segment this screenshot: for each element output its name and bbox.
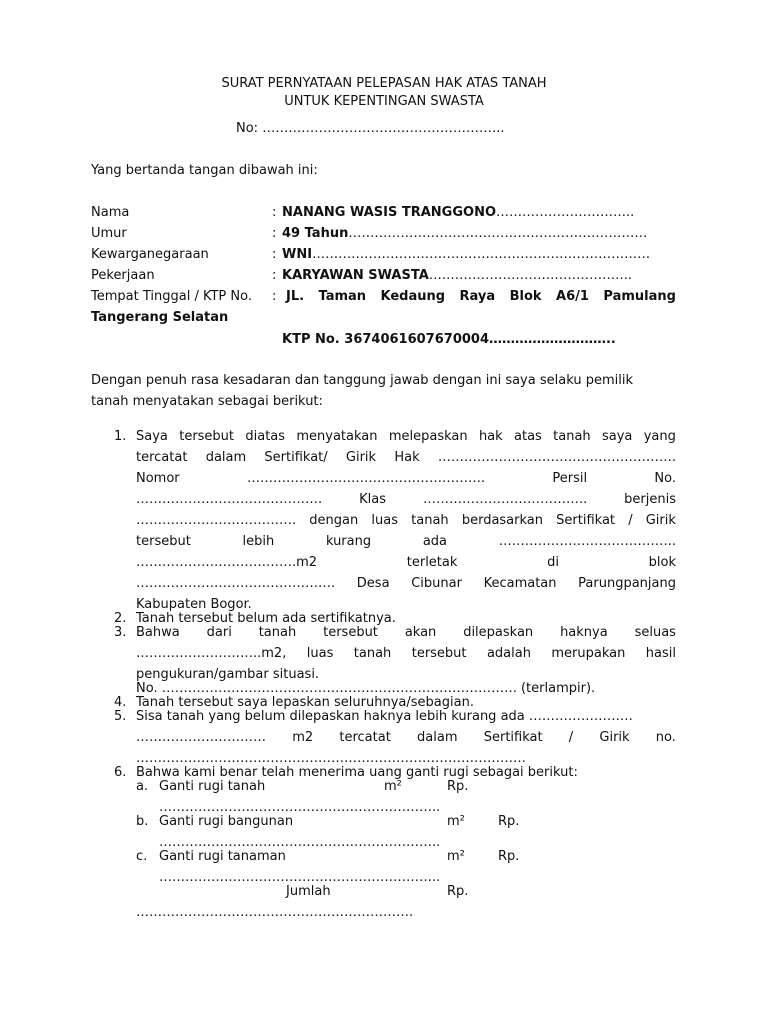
label-nama: Nama bbox=[91, 205, 130, 220]
document-title: SURAT PERNYATAAN PELEPASAN HAK ATAS TANAH bbox=[221, 76, 547, 91]
item6b-unit: m² bbox=[447, 814, 465, 829]
document-number: No: ……………………………………………….. bbox=[236, 121, 505, 136]
item5-line3: ……………………………………………………………………………… bbox=[136, 751, 526, 766]
item6c-label: Ganti rugi tanaman bbox=[159, 849, 286, 864]
item3-line3: pengukuran/gambar situasi. bbox=[136, 667, 320, 682]
item4-number: 4. bbox=[114, 695, 127, 710]
item6-text: Bahwa kami benar telah menerima uang ganti rugi sebagai berikut: bbox=[136, 765, 578, 780]
colon-tempat-tinggal: : bbox=[272, 289, 277, 304]
statement-line1: Dengan penuh rasa kesadaran dan tanggung jawab dengan ini saya selaku pemilik bbox=[91, 373, 633, 388]
value-nama: NANANG WASIS TRANGGONO………………………….. bbox=[282, 205, 635, 220]
item6a-dots: ……………………………………………………….. bbox=[159, 800, 441, 815]
item1-line5: ………………………………. dengan luas tanah berdasarkan Sertifikat / Girik bbox=[136, 513, 676, 528]
item1-line4: ……………………………………. Klas ……………………………….. berjenis bbox=[136, 492, 676, 507]
colon-umur: : bbox=[272, 226, 277, 241]
value-pekerjaan: KARYAWAN SWASTA……………………………………….. bbox=[282, 268, 633, 283]
value-ktp: KTP No. 3674061607670004……………………….. bbox=[282, 332, 616, 347]
item3-line1: Bahwa dari tanah tersebut akan dilepaskan haknya seluas bbox=[136, 625, 676, 640]
item1-line2: tercatat dalam Sertifikat/ Girik Hak ………………………………………………. bbox=[136, 450, 676, 465]
item1-line7: ……………………………….m2 terletak di blok bbox=[136, 555, 676, 570]
item6a-label: Ganti rugi tanah bbox=[159, 779, 266, 794]
item3-line2: ………………………..m2, luas tanah tersebut adalah merupakan hasil bbox=[136, 646, 676, 661]
document-subtitle: UNTUK KEPENTINGAN SWASTA bbox=[284, 94, 484, 109]
item1-line1: Saya tersebut diatas menyatakan melepaskan hak atas tanah saya yang bbox=[136, 429, 676, 444]
item2-number: 2. bbox=[114, 611, 127, 626]
label-tempat-tinggal: Tempat Tinggal / KTP No. bbox=[91, 289, 252, 304]
item6c-dots: ……………………………………………………….. bbox=[159, 870, 441, 885]
colon-nama: : bbox=[272, 205, 277, 220]
item6b-letter: b. bbox=[136, 814, 149, 829]
item1-number: 1. bbox=[114, 429, 127, 444]
item5-number: 5. bbox=[114, 709, 127, 724]
item6c-unit: m² bbox=[447, 849, 465, 864]
item3-number: 3. bbox=[114, 625, 127, 640]
item1-line3: Nomor ………………………………………………. Persil No. bbox=[136, 471, 676, 486]
item6b-label: Ganti rugi bangunan bbox=[159, 814, 294, 829]
total-dots: ………………………………………………………. bbox=[136, 905, 414, 920]
item6b-rp: Rp. bbox=[498, 814, 520, 829]
item5-line1: Sisa tanah yang belum dilepaskan haknya lebih kurang ada …………………… bbox=[136, 709, 633, 724]
value-address-line1: JL. Taman Kedaung Raya Blok A6/1 Pamulang bbox=[286, 289, 676, 304]
colon-pekerjaan: : bbox=[272, 268, 277, 283]
statement-line2: tanah menyatakan sebagai berikut: bbox=[91, 394, 323, 409]
value-address-line2: Tangerang Selatan bbox=[91, 310, 229, 325]
label-pekerjaan: Pekerjaan bbox=[91, 268, 155, 283]
item3-line4: No. ………………………………………………………………………. (terlampir). bbox=[136, 681, 596, 696]
item5-line2: ………………………… m2 tercatat dalam Sertifikat / Girik no. bbox=[136, 730, 676, 745]
item6c-rp: Rp. bbox=[498, 849, 520, 864]
item6a-rp: Rp. bbox=[447, 779, 469, 794]
item1-line6: tersebut lebih kurang ada ………………………………….. bbox=[136, 534, 676, 549]
item6b-dots: ……………………………………………………….. bbox=[159, 835, 441, 850]
intro-text: Yang bertanda tangan dibawah ini: bbox=[91, 163, 318, 178]
item6-number: 6. bbox=[114, 765, 127, 780]
item1-line9: Kabupaten Bogor. bbox=[136, 597, 252, 612]
item1-line8: ………………………………………. Desa Cibunar Kecamatan Parungpanjang bbox=[136, 576, 676, 591]
colon-kewarganegaraan: : bbox=[272, 247, 277, 262]
total-rp: Rp. bbox=[447, 884, 469, 899]
value-kewarganegaraan: WNI…………………………………………………………………… bbox=[282, 247, 651, 262]
label-umur: Umur bbox=[91, 226, 127, 241]
item6a-letter: a. bbox=[136, 779, 149, 794]
item6a-unit: m² bbox=[384, 779, 402, 794]
label-kewarganegaraan: Kewarganegaraan bbox=[91, 247, 209, 262]
item4-text: Tanah tersebut saya lepaskan seluruhnya/sebagian. bbox=[136, 695, 474, 710]
item6c-letter: c. bbox=[136, 849, 148, 864]
value-umur: 49 Tahun…………………………………………………………… bbox=[282, 226, 648, 241]
item2-text: Tanah tersebut belum ada sertifikatnya. bbox=[136, 611, 396, 626]
total-label: Jumlah bbox=[286, 884, 331, 899]
